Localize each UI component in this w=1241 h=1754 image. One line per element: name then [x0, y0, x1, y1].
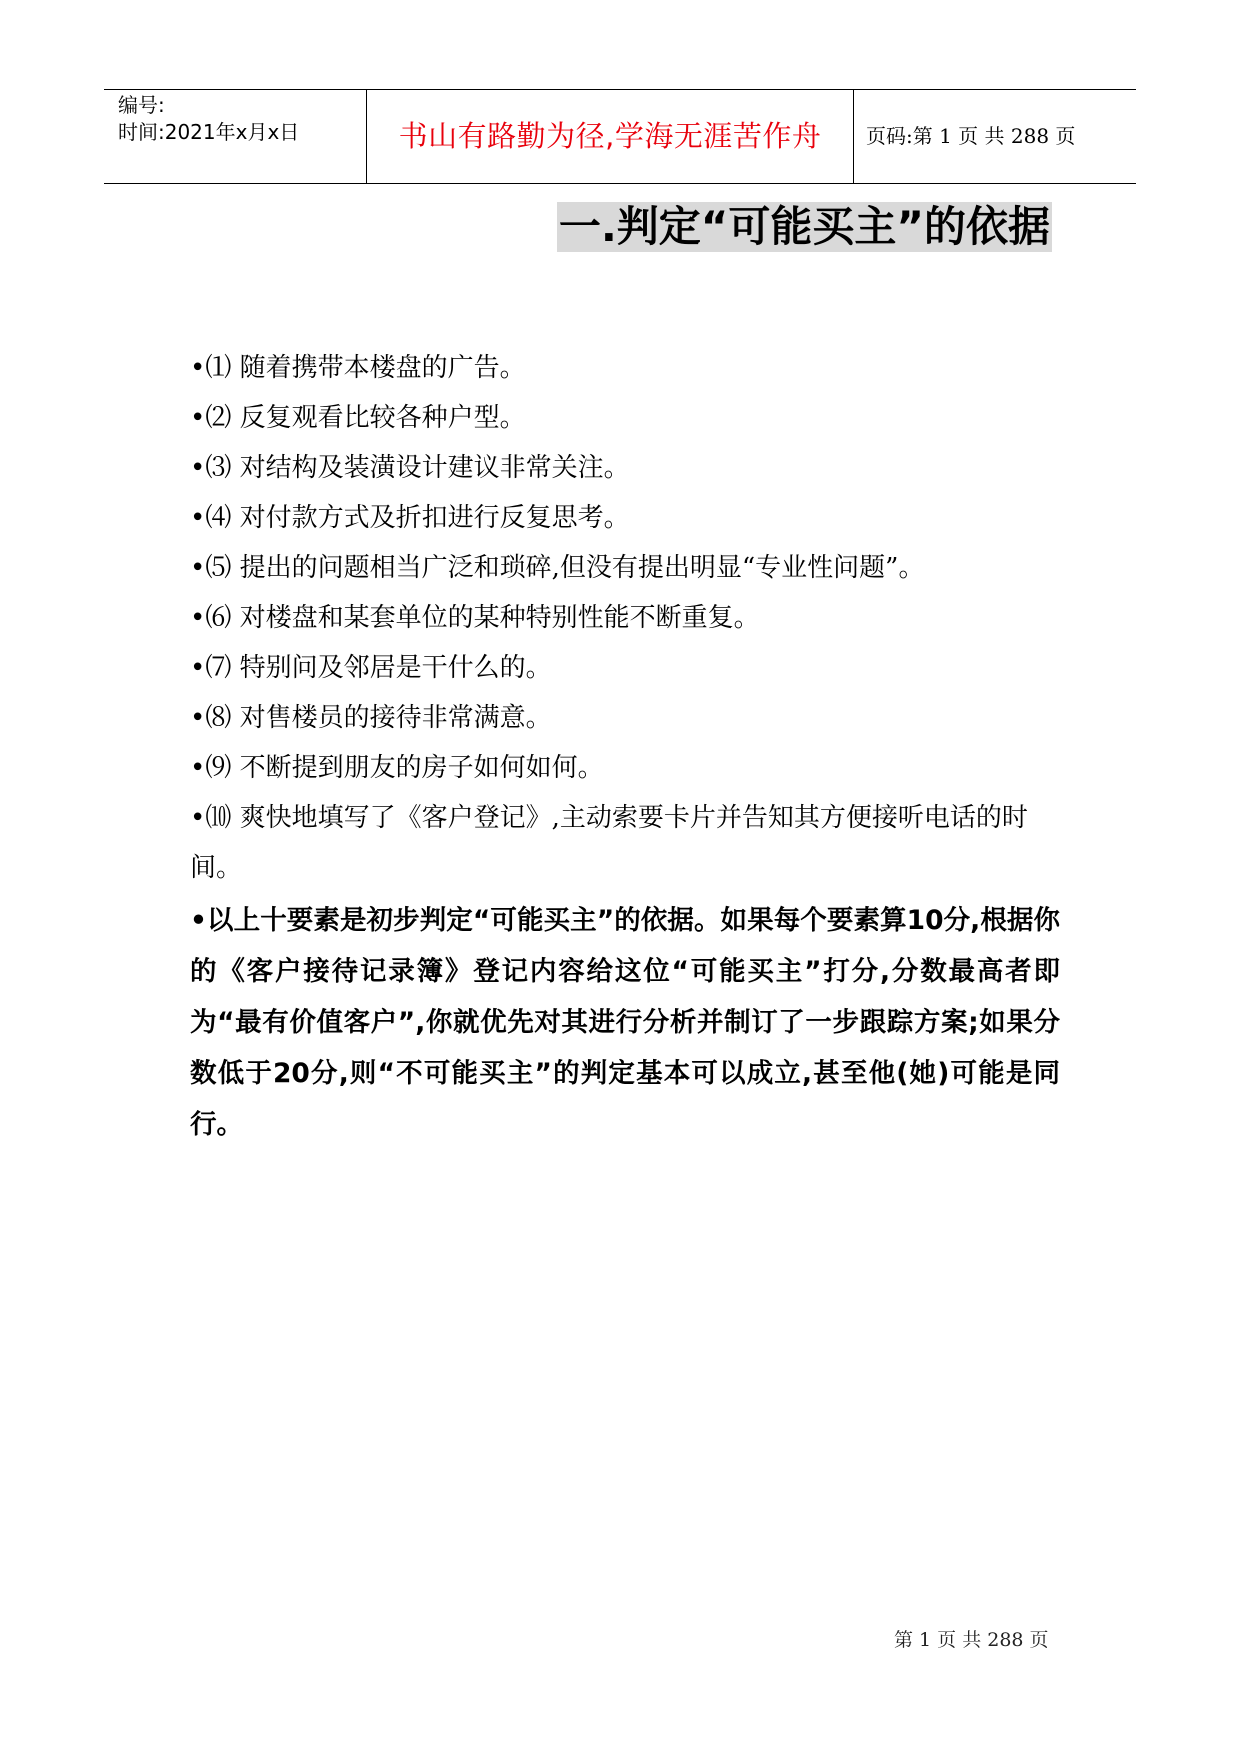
criteria-item: •⑶ 对结构及装潢设计建议非常关注。 — [190, 453, 630, 483]
criteria-item: •⑸ 提出的问题相当广泛和琐碎,但没有提出明显“专业性问题”。 — [190, 553, 925, 583]
header-motto: 书山有路勤为径,学海无涯苦作舟 — [398, 119, 822, 153]
criteria-list — [190, 343, 1060, 1150]
criteria-item: •⑻ 对售楼员的接待非常满意。 — [190, 703, 552, 733]
header-meta-cell — [104, 90, 367, 183]
header-motto-cell — [367, 90, 854, 183]
criteria-item: •⑽ 爽快地填写了《客户登记》,主动索要卡片并告知其方便接听电话的时间。 — [190, 803, 1028, 883]
criteria-item: •⑺ 特别问及邻居是干什么的。 — [190, 653, 552, 683]
criteria-item: •⑵ 反复观看比较各种户型。 — [190, 403, 526, 433]
page-footer: 第 1 页 共 288 页 — [894, 1629, 1049, 1651]
header-page-number: 页码:第 1 页 共 288 页 — [866, 124, 1076, 148]
summary-paragraph: •以上十要素是初步判定“可能买主”的依据。如果每个要素算10分,根据你的《客户接待记录簿》登记内容给这位“可能买主”打分,分数最高者即为“最有价值客户”,你就优先对其进行分析并制订了一步跟踪方案;如果分数低于20分,则“不可能买主”的判定基本可以成立,甚至他(她)可能是同行。 — [190, 905, 1060, 1140]
criteria-item: •⑹ 对楼盘和某套单位的某种特别性能不断重复。 — [190, 603, 760, 633]
section-title: 一.判定“可能买主”的依据 — [558, 202, 1050, 251]
criteria-item: •⑷ 对付款方式及折扣进行反复思考。 — [190, 503, 630, 533]
criteria-item: •⑼ 不断提到朋友的房子如何如何。 — [190, 753, 604, 783]
page-header — [104, 89, 1136, 184]
document-number-label: 编号: — [118, 93, 165, 117]
header-page-cell — [854, 90, 1136, 183]
document-time-label: 时间:2021年x月x日 — [118, 120, 300, 144]
criteria-item: •⑴ 随着携带本楼盘的广告。 — [190, 353, 526, 383]
